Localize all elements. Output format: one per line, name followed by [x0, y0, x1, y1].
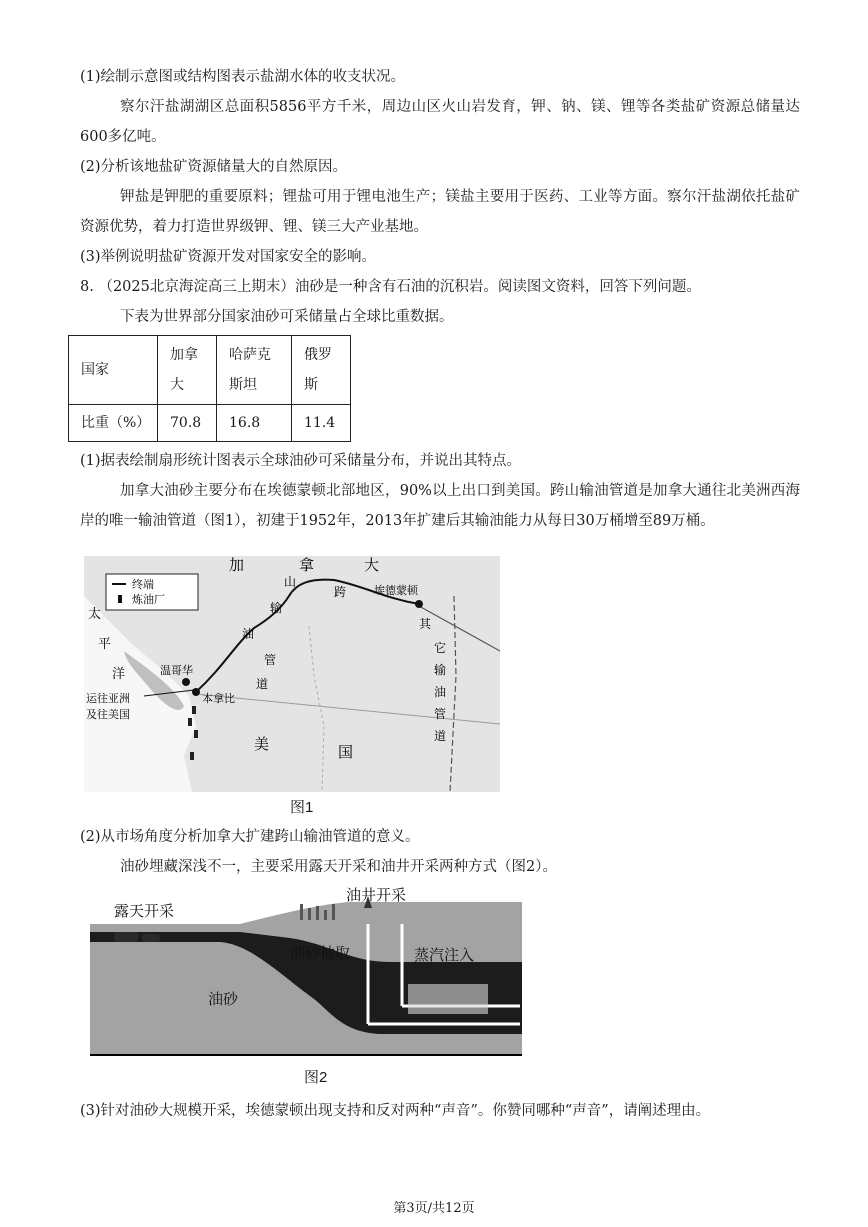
label-ocean: 洋 — [112, 666, 126, 681]
label-pipeline: 山 — [284, 575, 297, 589]
q7-para1: 察尔汗盐湖湖区总面积5856平方千米，周边山区火山岩发育，钾、钠、镁、锂等各类盐矿资源总储量达600多亿吨。 — [80, 99, 800, 145]
label-pipeline: 油 — [242, 627, 255, 641]
q8-sub2: (2)从市场角度分析加拿大扩建跨山输油管道的意义。 — [80, 829, 420, 845]
label-other-pipeline: 道 — [434, 729, 447, 743]
table-row — [69, 405, 351, 442]
label-other-pipeline: 其 — [419, 617, 432, 631]
label-ocean: 平 — [98, 636, 112, 651]
label-other-pipeline: 管 — [434, 707, 447, 721]
label-open-pit: 露天开采 — [114, 903, 175, 920]
label-vancouver: 温哥华 — [160, 665, 193, 677]
label-steam: 蒸汽注入 — [414, 947, 475, 964]
label-ocean: 太 — [88, 606, 102, 621]
edmonton-terminal-icon — [415, 600, 423, 608]
fig1-caption: 图1 — [290, 799, 314, 816]
mining-diagram — [90, 884, 522, 1056]
label-pipeline: 道 — [256, 677, 269, 691]
label-usa: 国 — [338, 744, 354, 761]
q7-para2: 钾盐是钾肥的重要原料；锂盐可用于锂电池生产；镁盐主要用于医药、工业等方面。察尔汗盐湖依托盐矿资源优势，着力打造世界级钾、锂、镁三大产业基地。 — [80, 189, 800, 235]
q8-para1: 加拿大油砂主要分布在埃德蒙顿北部地区，90%以上出口到美国。跨山输油管道是加拿大通往北美洲西海岸的唯一输油管道（图1），初建于1952年，2013年扩建后其输油能力从每日30万桶增至89万桶。 — [80, 483, 800, 529]
base-line — [90, 1054, 522, 1056]
q7-sub1: (1)绘制示意图或结构图表示盐湖水体的收支状况。 — [80, 69, 406, 85]
label-edmonton: 埃德蒙顿 — [374, 585, 418, 597]
q7-sub3: (3)举例说明盐矿资源开发对国家安全的影响。 — [80, 249, 377, 265]
q8-sub1: (1)据表绘制扇形统计图表示全球油砂可采储量分布，并说出其特点。 — [80, 453, 522, 469]
burnaby-terminal-icon — [192, 688, 200, 696]
q8-stem: 8. （2025北京海淀高三上期末）油砂是一种含有石油的沉积岩。阅读图文资料，回答下列问题。 — [80, 279, 701, 295]
table-cell-value: 11.4 — [292, 405, 351, 442]
steam-chamber — [408, 984, 488, 1014]
label-burnaby: 本拿比 — [202, 693, 235, 705]
label-pipeline: 跨 — [334, 585, 347, 599]
table-intro: 下表为世界部分国家油砂可采储量占全球比重数据。 — [120, 309, 454, 325]
label-pipeline: 输 — [270, 601, 283, 615]
label-oil-sand: 油砂 — [208, 991, 239, 1008]
table-cell-country: 哈萨克斯坦 — [217, 336, 292, 405]
table-row — [69, 336, 351, 405]
fig2-caption: 图2 — [304, 1069, 328, 1086]
legend-refinery: 炼油厂 — [132, 594, 165, 606]
label-route-note: 运往亚洲 — [86, 693, 130, 705]
label-canada: 拿 — [299, 557, 315, 574]
label-route-note: 及往美国 — [86, 709, 130, 721]
label-canada: 大 — [364, 557, 380, 574]
table-cell-value: 70.8 — [158, 405, 217, 442]
legend-terminal: 终端 — [132, 579, 154, 591]
label-well: 油井开采 — [346, 887, 407, 904]
label-canada: 加 — [229, 557, 245, 574]
label-usa: 美 — [254, 736, 270, 753]
table-cell-country: 俄罗斯 — [292, 336, 351, 405]
page-number: 第3页/共12页 — [393, 1201, 475, 1216]
table-cell-country: 加拿大 — [158, 336, 217, 405]
q8-sub3: (3)针对油砂大规模开采，埃德蒙顿出现支持和反对两种“声音”。你赞同哪种“声音”，请阐述理由。 — [80, 1103, 711, 1119]
label-other-pipeline: 它 — [434, 641, 447, 655]
q7-sub2: (2)分析该地盐矿资源储量大的自然原因。 — [80, 159, 348, 175]
vancouver-marker-icon — [182, 678, 190, 686]
reserve-table — [68, 335, 351, 442]
label-other-pipeline: 油 — [434, 685, 447, 699]
table-header-country: 国家 — [69, 336, 158, 405]
label-other-pipeline: 输 — [434, 663, 447, 677]
table-cell-value: 16.8 — [217, 405, 292, 442]
table-header-share: 比重（%） — [69, 405, 158, 442]
label-pipeline: 管 — [264, 653, 277, 667]
legend-refinery-icon — [118, 595, 122, 603]
q8-para2: 油砂埋藏深浅不一，主要采用露天开采和油井开采两种方式（图2）。 — [120, 859, 557, 875]
label-extraction: 油砂抽取 — [290, 945, 351, 962]
pipeline-map — [84, 556, 500, 792]
